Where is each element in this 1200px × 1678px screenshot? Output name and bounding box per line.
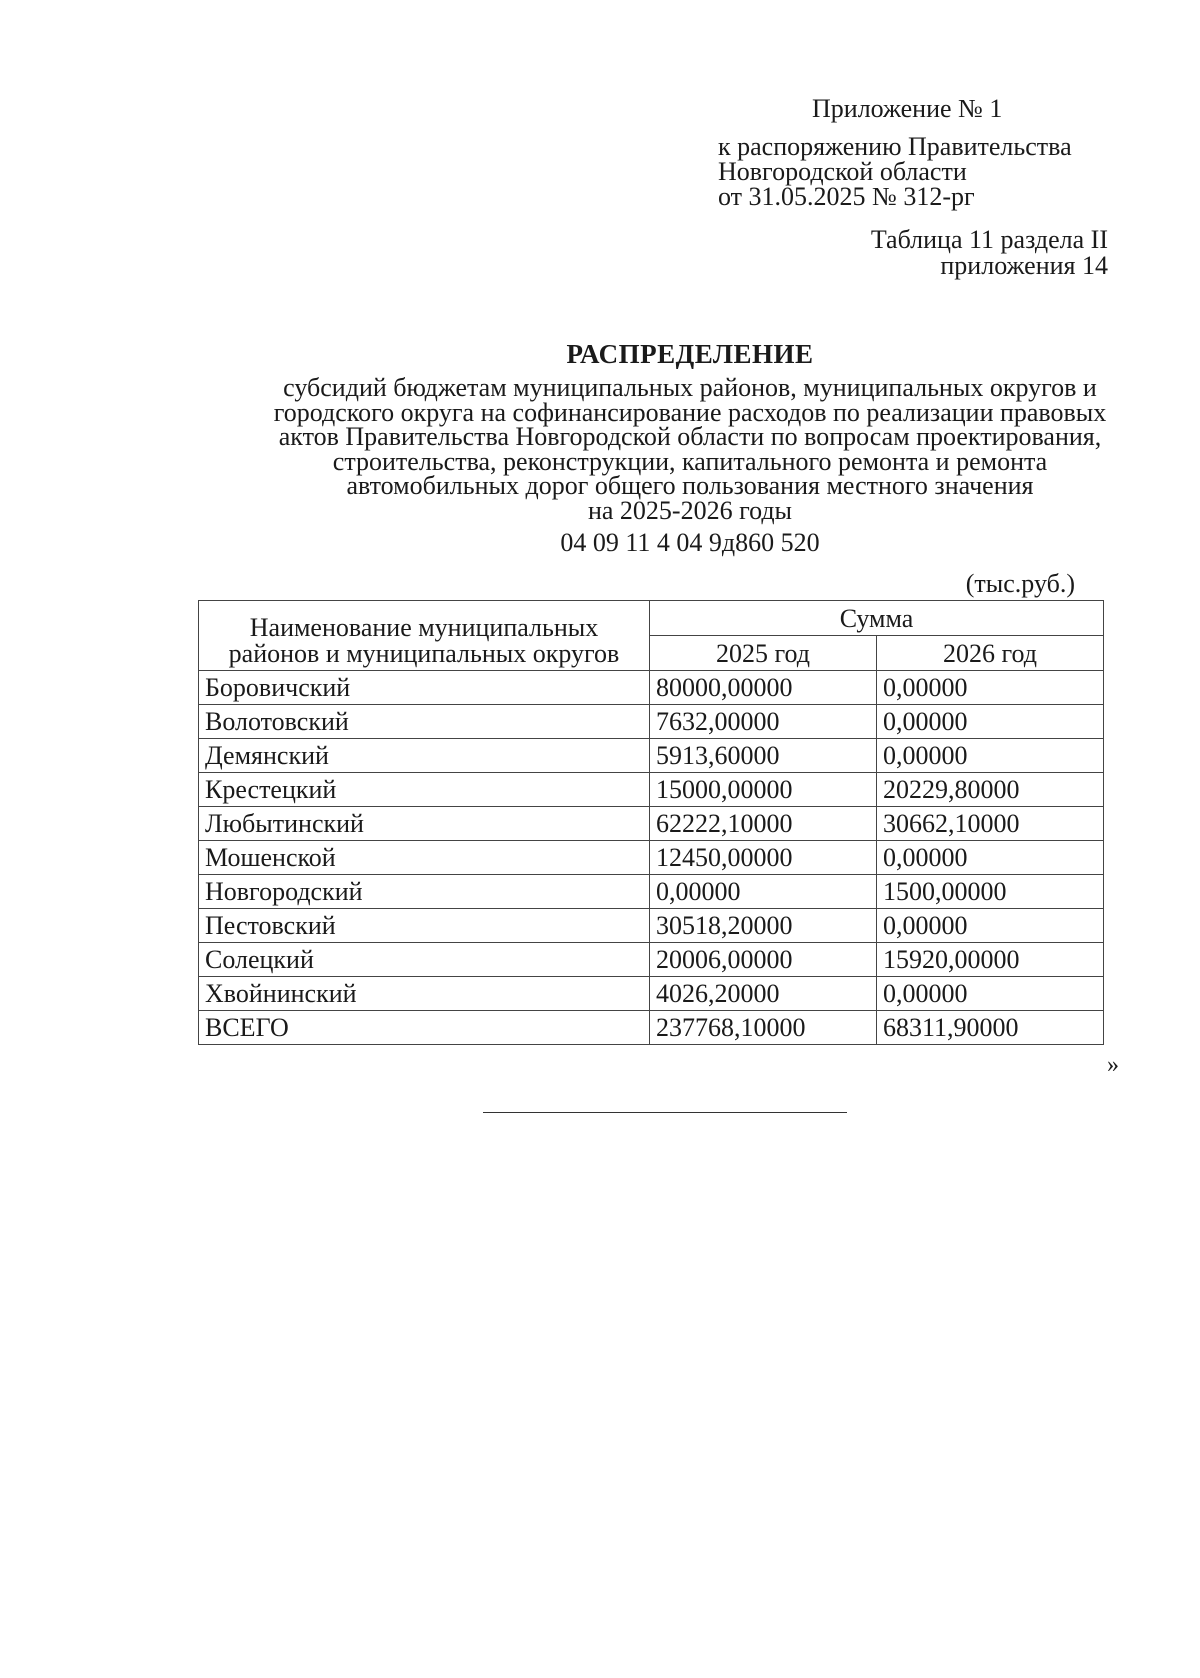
document-subtitle — [160, 373, 1200, 525]
amount-2025-cell: 15000,00000 — [650, 773, 877, 807]
amount-2026-cell: 1500,00000 — [877, 875, 1104, 909]
table-ref-line: приложения 14 — [940, 251, 1108, 280]
name-column-header — [199, 601, 650, 671]
amount-2025-cell: 7632,00000 — [650, 705, 877, 739]
district-name-cell: Крестецкий — [199, 773, 650, 807]
table-row — [199, 739, 1104, 773]
district-name-cell: Демянский — [199, 739, 650, 773]
amount-2025-cell: 12450,00000 — [650, 841, 877, 875]
table-ref-line: Таблица 11 раздела II — [870, 225, 1108, 254]
closing-quote: » — [1107, 1052, 1119, 1078]
order-reference — [718, 134, 1072, 209]
district-name-cell: Новгородский — [199, 875, 650, 909]
amount-2025-cell: 62222,10000 — [650, 807, 877, 841]
amount-2026-cell: 20229,80000 — [877, 773, 1104, 807]
amount-2025-cell: 5913,60000 — [650, 739, 877, 773]
amount-2026-cell: 0,00000 — [877, 977, 1104, 1011]
subtitle-line: строительства, реконструкции, капитального ремонта и ремонта — [332, 446, 1048, 476]
name-header-line: Наименование муниципальных — [249, 612, 599, 642]
table-reference — [871, 227, 1108, 279]
district-name-cell: ВСЕГО — [199, 1011, 650, 1045]
appendix-title: Приложение № 1 — [812, 94, 1003, 123]
table-row — [199, 909, 1104, 943]
table-body — [199, 671, 1104, 1045]
sum-column-header: Сумма — [650, 601, 1104, 636]
district-name-cell: Мошенской — [199, 841, 650, 875]
table-row — [199, 807, 1104, 841]
order-ref-line: Новгородской области — [718, 157, 967, 186]
amount-2026-cell: 0,00000 — [877, 705, 1104, 739]
district-name-cell: Солецкий — [199, 943, 650, 977]
district-name-cell: Хвойнинский — [199, 977, 650, 1011]
amount-2026-cell: 30662,10000 — [877, 807, 1104, 841]
subtitle-line: актов Правительства Новгородской области по вопросам проектирования, — [278, 422, 1102, 451]
table-row — [199, 1011, 1104, 1045]
amount-2026-cell: 0,00000 — [877, 671, 1104, 705]
amount-2025-cell: 20006,00000 — [650, 943, 877, 977]
subtitle-line: на 2025-2026 годы — [587, 495, 793, 525]
year-2025-header: 2025 год — [650, 636, 877, 671]
name-header-line: районов и муниципальных округов — [228, 638, 620, 668]
district-name-cell: Волотовский — [199, 705, 650, 739]
table-row — [199, 773, 1104, 807]
subtitle-line: автомобильных дорог общего пользования местного значения — [346, 471, 1034, 500]
district-name-cell: Боровичский — [199, 671, 650, 705]
budget-classification-code: 04 09 11 4 04 9д860 520 — [560, 528, 820, 557]
amount-2026-cell: 0,00000 — [877, 841, 1104, 875]
year-2026-header: 2026 год — [877, 636, 1104, 671]
amount-2025-cell: 0,00000 — [650, 875, 877, 909]
table-row — [199, 705, 1104, 739]
footer-divider — [483, 1112, 847, 1113]
amount-2025-cell: 30518,20000 — [650, 909, 877, 943]
table-header-row — [199, 601, 1104, 636]
amount-2025-cell: 80000,00000 — [650, 671, 877, 705]
order-ref-line: к распоряжению Правительства — [718, 132, 1072, 161]
subtitle-line: городского округа на софинансирование расходов по реализации правовых — [273, 397, 1107, 427]
order-ref-line: от 31.05.2025 № 312-рг — [718, 182, 975, 211]
amount-2026-cell: 15920,00000 — [877, 943, 1104, 977]
amount-2025-cell: 4026,20000 — [650, 977, 877, 1011]
table-row — [199, 841, 1104, 875]
amount-2026-cell: 68311,90000 — [877, 1011, 1104, 1045]
district-name-cell: Пестовский — [199, 909, 650, 943]
distribution-table — [198, 600, 1104, 1045]
amount-2025-cell: 237768,10000 — [650, 1011, 877, 1045]
table-row — [199, 671, 1104, 705]
table-row — [199, 875, 1104, 909]
table-row — [199, 977, 1104, 1011]
document-title: РАСПРЕДЕЛЕНИЕ — [566, 339, 814, 369]
amount-2026-cell: 0,00000 — [877, 909, 1104, 943]
unit-label: (тыс.руб.) — [965, 569, 1075, 598]
amount-2026-cell: 0,00000 — [877, 739, 1104, 773]
table-row — [199, 943, 1104, 977]
subtitle-line: субсидий бюджетам муниципальных районов, муниципальных округов и — [283, 373, 1097, 402]
district-name-cell: Любытинский — [199, 807, 650, 841]
